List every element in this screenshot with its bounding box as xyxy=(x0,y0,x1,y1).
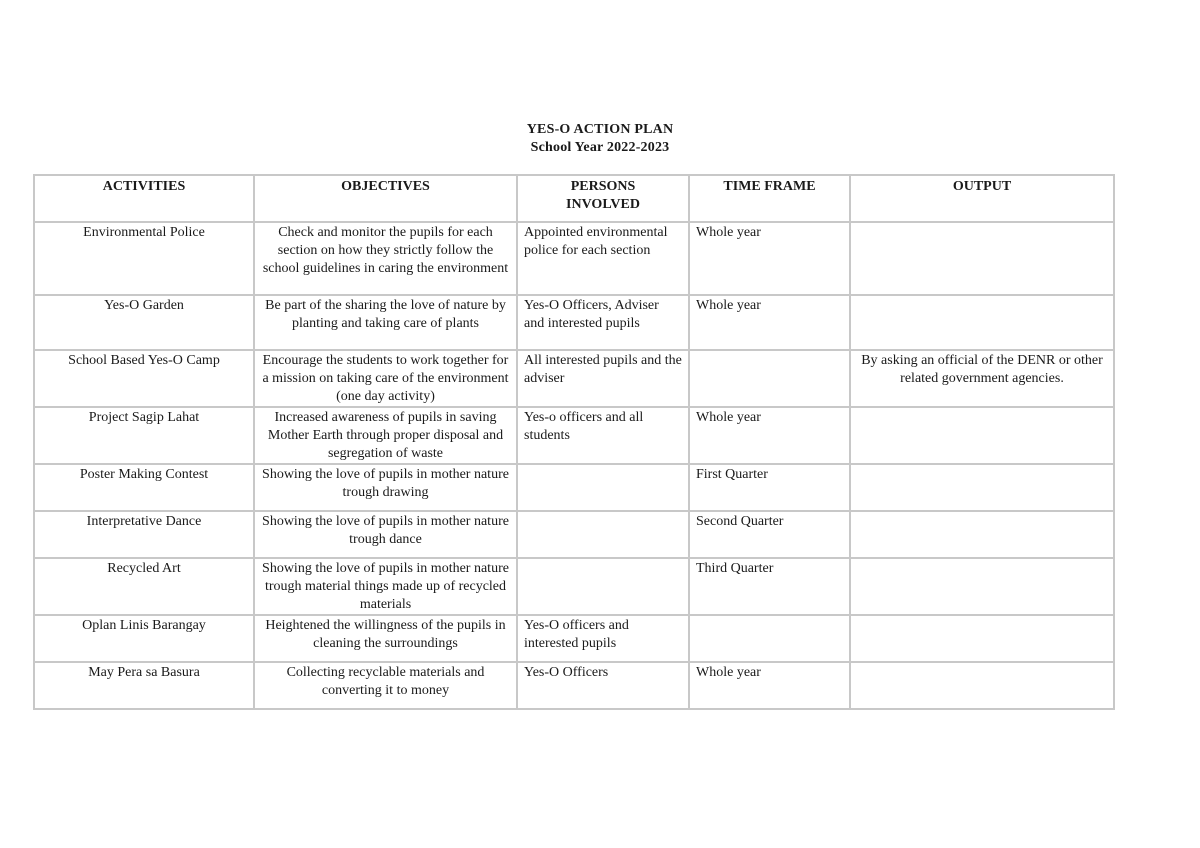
persons-cell xyxy=(517,511,689,558)
output-cell xyxy=(850,407,1114,464)
header-objectives: OBJECTIVES xyxy=(254,175,517,222)
time-frame-cell: First Quarter xyxy=(689,464,850,511)
activity-cell: Oplan Linis Barangay xyxy=(34,615,254,662)
document-subtitle: School Year 2022-2023 xyxy=(530,140,670,155)
persons-cell: All interested pupils and the adviser xyxy=(517,350,689,407)
output-cell xyxy=(850,222,1114,295)
table-row xyxy=(34,511,1114,558)
output-cell xyxy=(850,295,1114,350)
header-persons-involved: PERSONS INVOLVED xyxy=(517,175,689,222)
table-row xyxy=(34,615,1114,662)
output-cell: By asking an official of the DENR or other related government agencies. xyxy=(850,350,1114,407)
table-row xyxy=(34,464,1114,511)
table-row xyxy=(34,222,1114,295)
header-time-frame: TIME FRAME xyxy=(689,175,850,222)
persons-cell: Appointed environmental police for each section xyxy=(517,222,689,295)
objective-cell: Be part of the sharing the love of nature by planting and taking care of plants xyxy=(254,295,517,350)
objective-cell: Showing the love of pupils in mother nature trough drawing xyxy=(254,464,517,511)
time-frame-cell: Whole year xyxy=(689,662,850,709)
objective-cell: Showing the love of pupils in mother nature trough dance xyxy=(254,511,517,558)
activity-cell: Yes-O Garden xyxy=(34,295,254,350)
header-activities: ACTIVITIES xyxy=(34,175,254,222)
objective-cell: Check and monitor the pupils for each section on how they strictly follow the school guidelines in caring the environment xyxy=(254,222,517,295)
table-row xyxy=(34,295,1114,350)
activity-cell: Interpretative Dance xyxy=(34,511,254,558)
table-row xyxy=(34,350,1114,407)
persons-cell xyxy=(517,464,689,511)
output-cell xyxy=(850,464,1114,511)
output-cell xyxy=(850,558,1114,615)
output-cell xyxy=(850,511,1114,558)
time-frame-cell: Whole year xyxy=(689,407,850,464)
objective-cell: Showing the love of pupils in mother nature trough material things made up of recycled materials xyxy=(254,558,517,615)
time-frame-cell: Third Quarter xyxy=(689,558,850,615)
persons-cell: Yes-o officers and all students xyxy=(517,407,689,464)
table-row xyxy=(34,662,1114,709)
output-cell xyxy=(850,615,1114,662)
table-row xyxy=(34,558,1114,615)
activity-cell: May Pera sa Basura xyxy=(34,662,254,709)
activity-cell: Recycled Art xyxy=(34,558,254,615)
activity-cell: Poster Making Contest xyxy=(34,464,254,511)
table-row xyxy=(34,407,1114,464)
activity-cell: School Based Yes-O Camp xyxy=(34,350,254,407)
persons-cell: Yes-O Officers, Adviser and interested pupils xyxy=(517,295,689,350)
time-frame-cell xyxy=(689,615,850,662)
document-title: YES-O ACTION PLAN xyxy=(526,122,674,137)
time-frame-cell: Whole year xyxy=(689,295,850,350)
title-block xyxy=(0,121,1200,157)
objective-cell: Increased awareness of pupils in saving Mother Earth through proper disposal and segregation of waste xyxy=(254,407,517,464)
objective-cell: Collecting recyclable materials and converting it to money xyxy=(254,662,517,709)
objective-cell: Encourage the students to work together for a mission on taking care of the environment (one day activity) xyxy=(254,350,517,407)
time-frame-cell: Whole year xyxy=(689,222,850,295)
activity-cell: Project Sagip Lahat xyxy=(34,407,254,464)
objective-cell: Heightened the willingness of the pupils in cleaning the surroundings xyxy=(254,615,517,662)
action-plan-table xyxy=(33,174,1115,710)
persons-cell xyxy=(517,558,689,615)
time-frame-cell xyxy=(689,350,850,407)
header-output: OUTPUT xyxy=(850,175,1114,222)
persons-cell: Yes-O officers and interested pupils xyxy=(517,615,689,662)
time-frame-cell: Second Quarter xyxy=(689,511,850,558)
table-header-row xyxy=(34,175,1114,222)
activity-cell: Environmental Police xyxy=(34,222,254,295)
persons-cell: Yes-O Officers xyxy=(517,662,689,709)
output-cell xyxy=(850,662,1114,709)
